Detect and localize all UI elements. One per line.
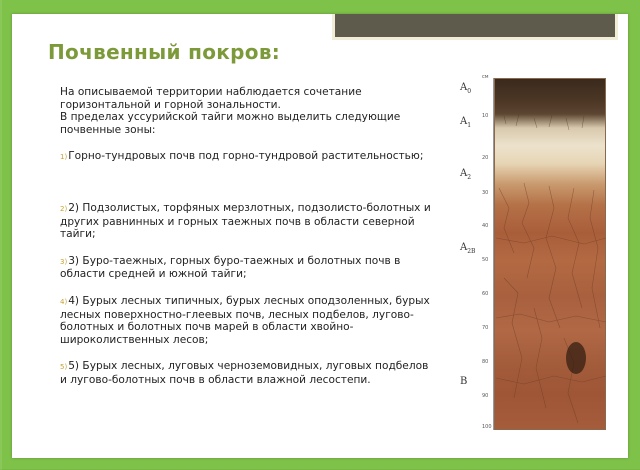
intro [60, 86, 436, 136]
scale-label: 80 [482, 359, 489, 365]
horizon-label-b: B [460, 376, 468, 387]
scale-label: 40 [482, 223, 489, 229]
scale-label: 10 [482, 113, 489, 119]
list-item [60, 360, 436, 386]
zone-text: Горно-тундровых почв под горно-тундровой растительностью; [68, 150, 424, 163]
zone-text: 3) Буро-таежных, горных буро-таежных и болотных почв в области средней и южной тайги; [60, 254, 401, 281]
list-item [60, 150, 436, 164]
horizon-label-a2b: $A_{2B}$ [460, 242, 476, 255]
zone-text: 4) Бурых лесных типичных, бурых лесных оподзоленных, бурых лесных поверхностно-глеевых почв, лесных подбелов, лугово-болотных и болотных почв марей в области хвойно-широколиственных лесов; [60, 294, 430, 346]
list-item [60, 255, 436, 281]
scale-label: 50 [482, 257, 489, 263]
scale-label: 20 [482, 155, 489, 161]
horizon-label-a1: $A_1$ [460, 116, 472, 129]
horizon-label-a2: $A_2$ [460, 168, 472, 181]
horizon-label-a0: $A_0$ [460, 82, 472, 95]
list-item [60, 295, 436, 346]
list-item [60, 202, 436, 241]
zone-list [60, 150, 436, 386]
intro-line-2: В пределах уссурийской тайги можно выделить следующие почвенные зоны: [60, 111, 401, 136]
soil-profile-image [454, 72, 616, 434]
scale-label: см [482, 74, 489, 80]
scale-label: 100 [482, 424, 492, 430]
zone-text: 2) Подзолистых, торфяных мерзлотных, подзолисто-болотных и других равнинных и горных таежных почв в области северной тайги; [60, 201, 431, 241]
scale-label: 70 [482, 325, 489, 331]
scale-label: 90 [482, 393, 489, 399]
intro-line-1: На описываемой территории наблюдается сочетание горизонтальной и горной зональности. [60, 86, 362, 111]
slide-top-bar [332, 14, 618, 40]
scale-label: 30 [482, 190, 489, 196]
bullet-number: 5) [60, 363, 68, 372]
bullet-number: 4) [60, 297, 68, 306]
scale-label: 60 [482, 291, 489, 297]
bullet-number: 1) [60, 153, 68, 162]
slide-body [60, 86, 436, 387]
bullet-number: 2) [60, 204, 68, 213]
slide-title: Почвенный покров: [48, 40, 281, 64]
depth-scale [490, 78, 494, 430]
soil-texture [494, 78, 606, 430]
bullet-number: 3) [60, 257, 68, 266]
slide [12, 14, 628, 458]
zone-text: 5) Бурых лесных, луговых черноземовидных, луговых подбелов и лугово-болотных почв в области влажной лесостепи. [60, 360, 429, 386]
